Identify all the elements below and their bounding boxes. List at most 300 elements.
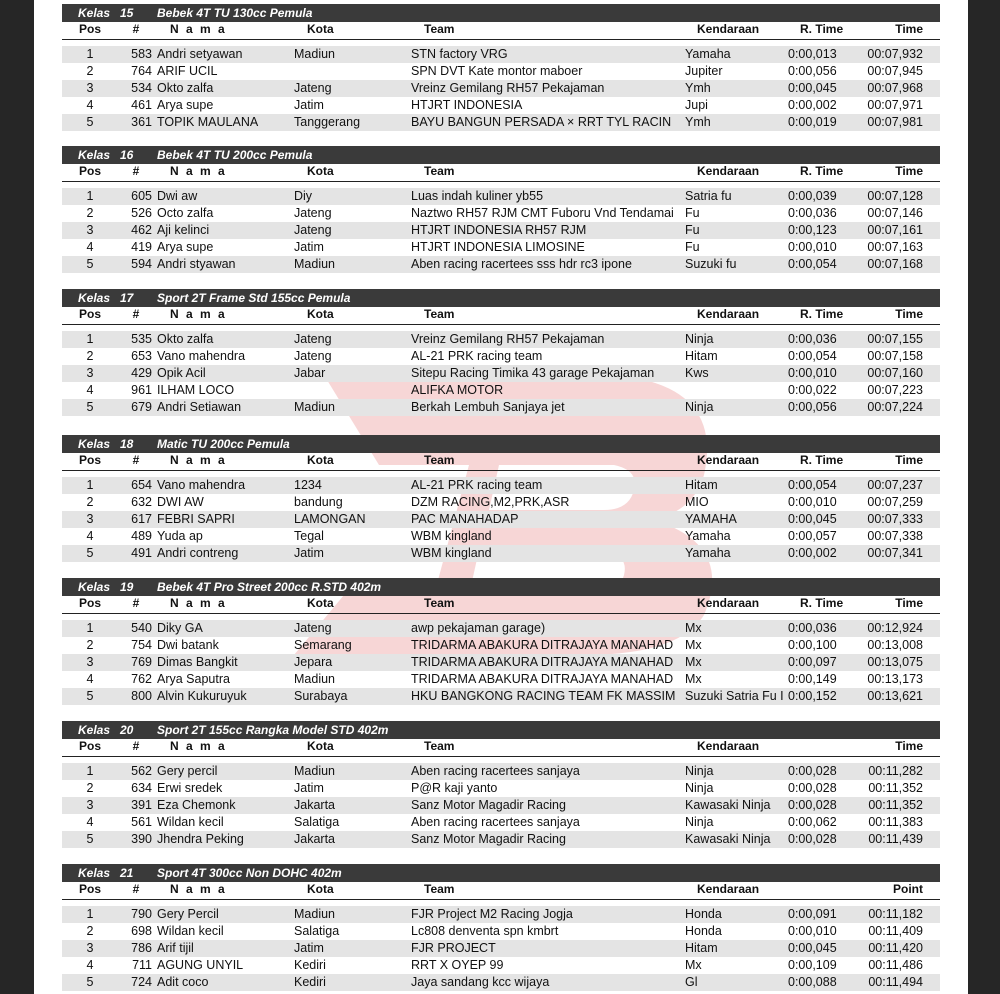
column-header-kend: Kendaraan [697, 22, 760, 36]
cell-nama: Alvin Kukuruyuk [157, 689, 247, 703]
table-row [62, 365, 940, 382]
column-header-team: Team [424, 164, 455, 178]
kelas-number: 19 [120, 580, 134, 594]
cell-kota: Jakarta [294, 798, 335, 812]
cell-rtime: 0:00,045 [788, 81, 837, 95]
kelas-number: 15 [120, 6, 134, 20]
cell-time: 00:07,163 [867, 240, 923, 254]
column-header-kend: Kendaraan [697, 164, 760, 178]
column-header-kota: Kota [307, 882, 334, 896]
cell-time: 00:13,008 [867, 638, 923, 652]
cell-nama: Adit coco [157, 975, 209, 989]
cell-nama: Okto zalfa [157, 332, 214, 346]
cell-pos: 5 [86, 546, 94, 560]
cell-num: 535 [131, 332, 152, 346]
cell-num: 391 [131, 798, 152, 812]
cell-rtime: 0:00,039 [788, 189, 837, 203]
cell-kend: Honda [685, 924, 722, 938]
cell-team: HTJRT INDONESIA LIMOSINE [411, 240, 585, 254]
column-header-rtime: R. Time [800, 453, 844, 467]
cell-num: 769 [131, 655, 152, 669]
table-row [62, 205, 940, 222]
column-header-nama: N a m a [170, 164, 227, 178]
cell-nama: Dwi batank [157, 638, 219, 652]
cell-kend: Jupi [685, 98, 708, 112]
cell-time: 00:11,282 [868, 764, 923, 778]
cell-kend: Hitam [685, 349, 718, 363]
cell-kend: Fu [685, 240, 700, 254]
kelas-title: Bebek 4T TU 200cc Pemula [157, 148, 313, 162]
cell-kend: Mx [685, 638, 702, 652]
table-row [62, 382, 940, 399]
kelas-block [62, 578, 940, 705]
table-row [62, 671, 940, 688]
kelas-header [62, 578, 940, 596]
column-header-row [62, 164, 940, 182]
cell-team: TRIDARMA ABAKURA DITRAJAYA MANAHAD [411, 655, 674, 669]
cell-rtime: 0:00,045 [788, 941, 837, 955]
cell-kend: Gl [685, 975, 698, 989]
kelas-title: Sport 4T 300cc Non DOHC 402m [157, 866, 342, 880]
cell-pos: 1 [86, 621, 94, 635]
cell-nama: Arya supe [157, 98, 214, 112]
cell-time: 00:07,981 [867, 115, 923, 129]
cell-kend: Hitam [685, 478, 718, 492]
cell-num: 390 [131, 832, 152, 846]
cell-num: 632 [131, 495, 152, 509]
table-row [62, 494, 940, 511]
cell-kota: Jakarta [294, 832, 335, 846]
background-right [968, 0, 1000, 994]
cell-time: 00:07,128 [867, 189, 923, 203]
cell-time: 00:11,494 [868, 975, 923, 989]
cell-pos: 2 [86, 781, 94, 795]
cell-kend: Kawasaki Ninja [685, 798, 771, 812]
cell-kend: Mx [685, 958, 702, 972]
kelas-block [62, 289, 940, 416]
cell-rtime: 0:00,045 [788, 512, 837, 526]
cell-team: HKU BANGKONG RACING TEAM FK MASSIM [411, 689, 676, 703]
column-header-kend: Kendaraan [697, 596, 760, 610]
column-header-row [62, 22, 940, 40]
cell-kend: Honda [685, 907, 722, 921]
cell-num: 429 [131, 366, 152, 380]
cell-num: 762 [131, 672, 152, 686]
cell-team: STN factory VRG [411, 47, 508, 61]
cell-pos: 3 [86, 512, 94, 526]
column-header-pos: Pos [78, 882, 101, 896]
column-header-num: # [132, 739, 140, 753]
table-row [62, 780, 940, 797]
cell-num: 711 [132, 958, 152, 972]
cell-kend: Ymh [685, 81, 711, 95]
cell-kend: Suzuki fu [685, 257, 737, 271]
cell-num: 561 [131, 815, 152, 829]
cell-team: Aben racing racertees sanjaya [411, 815, 580, 829]
cell-kota: Salatiga [294, 924, 340, 938]
table-row [62, 797, 940, 814]
cell-num: 698 [131, 924, 152, 938]
table-row [62, 545, 940, 562]
cell-pos: 5 [86, 975, 94, 989]
column-header-time: Time [895, 739, 923, 753]
kelas-block [62, 146, 940, 273]
cell-kend: Kws [685, 366, 709, 380]
kelas-block [62, 721, 940, 848]
column-header-pos: Pos [78, 596, 101, 610]
cell-pos: 3 [86, 941, 94, 955]
column-header-num: # [132, 164, 140, 178]
cell-kota: Semarang [294, 638, 352, 652]
cell-kota: LAMONGAN [294, 512, 366, 526]
cell-rtime: 0:00,123 [788, 223, 837, 237]
cell-kota: Jatim [294, 240, 324, 254]
cell-kota: Jateng [294, 332, 332, 346]
cell-num: 594 [131, 257, 152, 271]
column-header-kota: Kota [307, 22, 334, 36]
cell-pos: 1 [86, 47, 94, 61]
column-header-team: Team [424, 596, 455, 610]
cell-nama: Wildan kecil [157, 815, 224, 829]
table-row [62, 637, 940, 654]
kelas-title: Matic TU 200cc Pemula [157, 437, 290, 451]
cell-kota: Madiun [294, 907, 335, 921]
column-header-time: Point [893, 882, 923, 896]
cell-rtime: 0:00,088 [788, 975, 837, 989]
cell-kota: Jateng [294, 621, 332, 635]
column-header-kend: Kendaraan [697, 882, 760, 896]
cell-time: 00:11,383 [868, 815, 923, 829]
kelas-header [62, 289, 940, 307]
cell-time: 00:11,439 [868, 832, 923, 846]
cell-time: 00:07,161 [867, 223, 923, 237]
column-header-time: Time [895, 307, 923, 321]
cell-num: 754 [131, 638, 152, 652]
cell-pos: 1 [86, 189, 94, 203]
cell-nama: Yuda ap [157, 529, 203, 543]
cell-team: AL-21 PRK racing team [411, 349, 543, 363]
cell-kota: Madiun [294, 257, 335, 271]
cell-num: 491 [131, 546, 152, 560]
cell-nama: Vano mahendra [157, 349, 246, 363]
cell-kota: Diy [294, 189, 313, 203]
cell-num: 361 [131, 115, 152, 129]
cell-time: 00:07,155 [867, 332, 923, 346]
kelas-title: Bebek 4T TU 130cc Pemula [157, 6, 313, 20]
cell-team: Jaya sandang kcc wijaya [411, 975, 550, 989]
cell-num: 679 [131, 400, 152, 414]
table-row [62, 957, 940, 974]
cell-num: 534 [131, 81, 152, 95]
cell-num: 786 [131, 941, 152, 955]
cell-rtime: 0:00,002 [788, 98, 837, 112]
column-header-team: Team [424, 307, 455, 321]
table-row [62, 814, 940, 831]
cell-time: 00:13,075 [867, 655, 923, 669]
cell-team: Luas indah kuliner yb55 [411, 189, 544, 203]
cell-nama: ARIF UCIL [157, 64, 218, 78]
cell-kend: Ninja [685, 400, 714, 414]
cell-team: BAYU BANGUN PERSADA × RRT TYL RACIN [411, 115, 672, 129]
column-header-num: # [132, 882, 140, 896]
cell-team: Sitepu Racing Timika 43 garage Pekajaman [411, 366, 655, 380]
cell-pos: 2 [86, 638, 94, 652]
cell-team: Aben racing racertees sss hdr rc3 ipone [411, 257, 632, 271]
column-header-kota: Kota [307, 596, 334, 610]
column-header-team: Team [424, 739, 455, 753]
cell-team: FJR PROJECT [411, 941, 496, 955]
cell-pos: 4 [86, 529, 94, 543]
column-header-nama: N a m a [170, 739, 227, 753]
cell-time: 00:11,352 [868, 781, 923, 795]
cell-num: 605 [131, 189, 152, 203]
cell-num: 462 [131, 223, 152, 237]
cell-pos: 2 [86, 495, 94, 509]
cell-team: WBM kingland [411, 546, 492, 560]
kelas-number: 21 [120, 866, 134, 880]
cell-nama: Arif tijil [157, 941, 194, 955]
table-row [62, 923, 940, 940]
column-header-kota: Kota [307, 307, 334, 321]
column-header-kota: Kota [307, 739, 334, 753]
column-header-nama: N a m a [170, 307, 227, 321]
cell-kend: Yamaha [685, 529, 731, 543]
cell-num: 562 [131, 764, 152, 778]
cell-team: PAC MANAHADAP [411, 512, 519, 526]
cell-nama: Arya Saputra [157, 672, 230, 686]
cell-team: TRIDARMA ABAKURA DITRAJAYA MANAHAD [411, 672, 674, 686]
cell-rtime: 0:00,019 [788, 115, 837, 129]
column-header-pos: Pos [78, 164, 101, 178]
cell-pos: 3 [86, 798, 94, 812]
column-header-num: # [132, 453, 140, 467]
cell-num: 800 [131, 689, 152, 703]
kelas-number: 17 [120, 291, 134, 305]
table-row [62, 831, 940, 848]
cell-kend: Ninja [685, 332, 714, 346]
cell-nama: Andri setyawan [157, 47, 243, 61]
cell-rtime: 0:00,057 [788, 529, 837, 543]
cell-rtime: 0:00,109 [788, 958, 837, 972]
cell-rtime: 0:00,056 [788, 400, 837, 414]
kelas-block [62, 435, 940, 562]
cell-kota: 1234 [294, 478, 322, 492]
cell-team: P@R kaji yanto [411, 781, 498, 795]
table-row [62, 239, 940, 256]
cell-kota: Jateng [294, 81, 332, 95]
column-header-rtime: R. Time [800, 22, 844, 36]
cell-kota: Madiun [294, 47, 335, 61]
cell-rtime: 0:00,010 [788, 495, 837, 509]
cell-pos: 1 [86, 478, 94, 492]
cell-time: 00:11,182 [868, 907, 923, 921]
column-header-nama: N a m a [170, 596, 227, 610]
cell-nama: Octo zalfa [157, 206, 214, 220]
cell-team: ALIFKA MOTOR [411, 383, 504, 397]
cell-kota: Jatim [294, 941, 324, 955]
cell-time: 00:07,158 [867, 349, 923, 363]
cell-nama: Okto zalfa [157, 81, 214, 95]
cell-rtime: 0:00,036 [788, 332, 837, 346]
cell-pos: 3 [86, 366, 94, 380]
cell-nama: ILHAM LOCO [157, 383, 235, 397]
table-row [62, 63, 940, 80]
kelas-label: Kelas [78, 866, 111, 880]
kelas-title: Sport 2T Frame Std 155cc Pemula [157, 291, 351, 305]
cell-time: 00:07,932 [867, 47, 923, 61]
cell-kota: Jabar [294, 366, 326, 380]
column-header-nama: N a m a [170, 453, 227, 467]
cell-kend: Yamaha [685, 47, 731, 61]
column-header-row [62, 307, 940, 325]
cell-num: 790 [131, 907, 152, 921]
cell-nama: Dimas Bangkit [157, 655, 238, 669]
cell-rtime: 0:00,152 [788, 689, 837, 703]
kelas-label: Kelas [78, 723, 111, 737]
cell-kend: Fu [685, 206, 700, 220]
cell-kend: Jupiter [685, 64, 723, 78]
table-row [62, 222, 940, 239]
cell-rtime: 0:00,036 [788, 206, 837, 220]
table-row [62, 620, 940, 637]
cell-time: 00:07,223 [867, 383, 923, 397]
cell-pos: 1 [86, 332, 94, 346]
cell-pos: 5 [86, 115, 94, 129]
cell-rtime: 0:00,054 [788, 349, 837, 363]
cell-rtime: 0:00,062 [788, 815, 837, 829]
cell-pos: 3 [86, 81, 94, 95]
cell-time: 00:07,341 [867, 546, 923, 560]
cell-team: Vreinz Gemilang RH57 Pekajaman [411, 332, 605, 346]
column-header-row [62, 882, 940, 900]
cell-time: 00:07,224 [867, 400, 923, 414]
cell-time: 00:07,968 [867, 81, 923, 95]
cell-team: Aben racing racertees sanjaya [411, 764, 580, 778]
cell-pos: 5 [86, 832, 94, 846]
cell-team: Lc808 denventa spn kmbrt [411, 924, 559, 938]
column-header-row [62, 739, 940, 757]
table-row [62, 348, 940, 365]
kelas-number: 18 [120, 437, 134, 451]
table-row [62, 477, 940, 494]
cell-time: 00:11,420 [868, 941, 923, 955]
column-header-pos: Pos [78, 453, 101, 467]
table-row [62, 399, 940, 416]
cell-team: awp pekajaman garage) [411, 621, 546, 635]
cell-rtime: 0:00,022 [788, 383, 837, 397]
column-header-rtime: R. Time [800, 307, 844, 321]
cell-time: 00:13,621 [867, 689, 923, 703]
cell-time: 00:11,486 [868, 958, 923, 972]
cell-nama: DWI AW [157, 495, 204, 509]
column-header-nama: N a m a [170, 882, 227, 896]
cell-pos: 3 [86, 223, 94, 237]
cell-num: 961 [131, 383, 152, 397]
cell-team: Sanz Motor Magadir Racing [411, 832, 566, 846]
kelas-label: Kelas [78, 148, 111, 162]
cell-rtime: 0:00,097 [788, 655, 837, 669]
cell-time: 00:07,168 [867, 257, 923, 271]
table-row [62, 940, 940, 957]
cell-kota: Tegal [294, 529, 324, 543]
cell-nama: Vano mahendra [157, 478, 246, 492]
table-row [62, 511, 940, 528]
cell-rtime: 0:00,028 [788, 781, 837, 795]
cell-kota: Jatim [294, 98, 324, 112]
cell-kend: Ninja [685, 815, 714, 829]
table-row [62, 331, 940, 348]
cell-num: 419 [131, 240, 152, 254]
column-header-time: Time [895, 596, 923, 610]
cell-num: 654 [131, 478, 152, 492]
cell-rtime: 0:00,028 [788, 832, 837, 846]
column-header-pos: Pos [78, 739, 101, 753]
cell-nama: Diky GA [157, 621, 203, 635]
cell-time: 00:11,352 [868, 798, 923, 812]
cell-nama: FEBRI SAPRI [157, 512, 235, 526]
cell-pos: 1 [86, 764, 94, 778]
column-header-rtime: R. Time [800, 164, 844, 178]
cell-kota: Jatim [294, 546, 324, 560]
cell-kend: Mx [685, 655, 702, 669]
cell-rtime: 0:00,010 [788, 366, 837, 380]
cell-team: Naztwo RH57 RJM CMT Fuboru Vnd Tendamai [411, 206, 674, 220]
cell-pos: 5 [86, 257, 94, 271]
kelas-header [62, 435, 940, 453]
cell-kota: Surabaya [294, 689, 348, 703]
cell-kota: Madiun [294, 764, 335, 778]
kelas-block [62, 864, 940, 991]
kelas-label: Kelas [78, 6, 111, 20]
table-row [62, 974, 940, 991]
table-row [62, 256, 940, 273]
column-header-num: # [132, 22, 140, 36]
cell-time: 00:07,945 [867, 64, 923, 78]
cell-num: 526 [131, 206, 152, 220]
cell-nama: Arya supe [157, 240, 214, 254]
cell-rtime: 0:00,054 [788, 257, 837, 271]
column-header-pos: Pos [78, 307, 101, 321]
cell-num: 461 [131, 98, 152, 112]
column-header-time: Time [895, 22, 923, 36]
cell-nama: Wildan kecil [157, 924, 224, 938]
cell-nama: Andri styawan [157, 257, 236, 271]
column-header-row [62, 453, 940, 471]
cell-nama: Andri Setiawan [157, 400, 242, 414]
cell-num: 540 [131, 621, 152, 635]
cell-team: DZM RACING,M2,PRK,ASR [411, 495, 570, 509]
column-header-time: Time [895, 453, 923, 467]
cell-kota: Jateng [294, 349, 332, 363]
cell-rtime: 0:00,149 [788, 672, 837, 686]
cell-kend: MIO [685, 495, 709, 509]
cell-rtime: 0:00,010 [788, 924, 837, 938]
column-header-kota: Kota [307, 453, 334, 467]
cell-rtime: 0:00,028 [788, 764, 837, 778]
cell-num: 617 [131, 512, 152, 526]
cell-rtime: 0:00,002 [788, 546, 837, 560]
cell-kota: Madiun [294, 400, 335, 414]
cell-pos: 5 [86, 400, 94, 414]
cell-kota: bandung [294, 495, 343, 509]
cell-pos: 2 [86, 349, 94, 363]
cell-kota: Salatiga [294, 815, 340, 829]
cell-nama: Eza Chemonk [157, 798, 236, 812]
cell-rtime: 0:00,013 [788, 47, 837, 61]
cell-kota: Jepara [294, 655, 333, 669]
kelas-block [62, 4, 940, 131]
cell-pos: 4 [86, 815, 94, 829]
